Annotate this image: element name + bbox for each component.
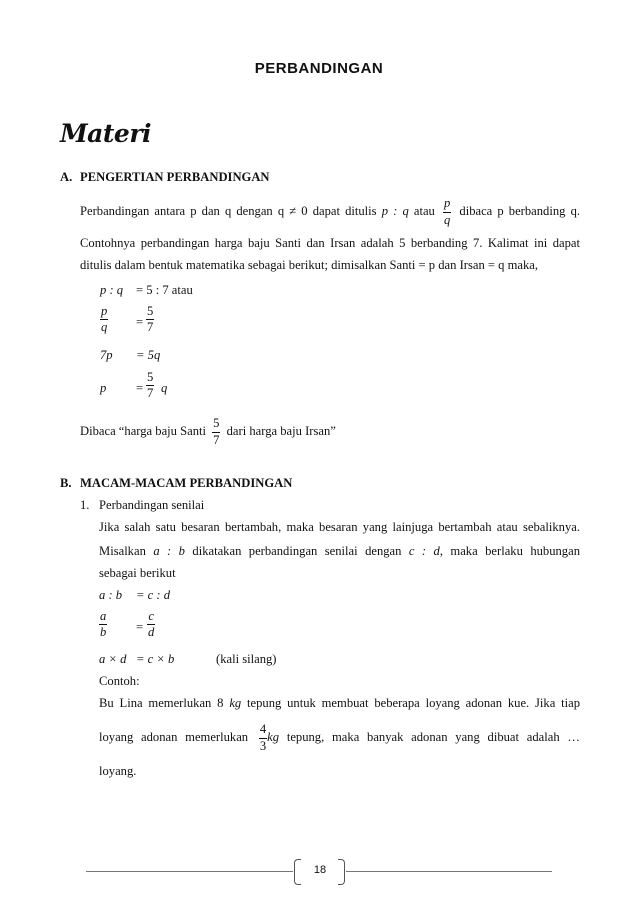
b-equation-row-3 xyxy=(99,652,399,672)
ex-line1-kg: kg xyxy=(229,696,242,710)
b-equation-row-2 xyxy=(99,610,299,646)
b-eq3-lhs: a × d xyxy=(99,652,127,666)
read-after: dari harga baju Irsan” xyxy=(226,424,336,438)
ex-frac-unit: kg xyxy=(267,730,280,744)
line2-c: , maka berlaku hubungan xyxy=(439,544,580,558)
read-den: 7 xyxy=(213,432,220,447)
ex-line1-a: Bu Lina memerlukan 8 xyxy=(99,696,224,710)
ex-line2-a: loyang adonan memerlukan xyxy=(99,730,249,744)
eq4-lhs: p xyxy=(100,381,107,395)
frac-den: q xyxy=(443,212,451,227)
section-a-title: PENGERTIAN PERBANDINGAN xyxy=(80,170,270,184)
ex-frac-den: 3 xyxy=(259,738,267,753)
eq4-num: 5 xyxy=(146,371,154,386)
fraction-p-q xyxy=(443,197,451,226)
page-number: 18 xyxy=(313,864,327,876)
eq2-equals: = xyxy=(136,315,144,329)
para1-after: dibaca p berbanding q. xyxy=(459,204,581,218)
b-eq2-lhs-num: a xyxy=(99,610,107,625)
section-b-heading xyxy=(60,476,620,494)
section-b-title: MACAM-MACAM PERBANDINGAN xyxy=(80,476,293,490)
eq2-rhs-frac xyxy=(146,305,154,334)
equation-row-4 xyxy=(100,371,300,407)
section-a-read-line xyxy=(80,413,336,449)
b-eq3-rhs: = c × b xyxy=(136,652,175,666)
eq3-lhs: 7p xyxy=(100,348,113,362)
line2-b: dikatakan perbandingan senilai dengan xyxy=(192,544,402,558)
item-1-header xyxy=(80,498,205,513)
item-1-title: Perbandingan senilai xyxy=(99,498,205,512)
example-line2 xyxy=(99,719,580,755)
b-eq2-rhs-frac xyxy=(147,610,155,639)
eq2-lhs-frac xyxy=(100,305,108,334)
eq1-rhs: = 5 : 7 atau xyxy=(136,283,193,297)
equation-row-3 xyxy=(100,348,300,368)
item-1-line3: sebagai berikut xyxy=(99,566,176,580)
footer-line-left xyxy=(86,871,293,872)
frac-num: p xyxy=(443,197,451,212)
para1-text: Perbandingan antara p dan q dengan q ≠ 0 dapat ditulis xyxy=(80,204,377,218)
eq3-rhs: = 5q xyxy=(136,348,161,362)
section-a-para2-line1: Contohnya perbandingan harga baju Santi dan Irsan adalah 5 berbanding 7. Kalimat ini dapat xyxy=(80,236,580,250)
b-equation-row-1 xyxy=(99,588,299,608)
ex-frac xyxy=(259,723,267,752)
read-num: 5 xyxy=(212,417,220,432)
read-before: Dibaca “harga baju Santi xyxy=(80,424,207,438)
eq1-lhs: p : q xyxy=(100,283,124,297)
ex-line2-b: tepung, maka banyak adonan yang dibuat adalah … xyxy=(286,730,580,744)
eq4-den: 7 xyxy=(147,386,154,401)
section-a-para2-line2: ditulis dalam bentuk matematika sebagai berikut; dimisalkan Santi = p dan Irsan = q maka, xyxy=(80,258,539,272)
eq4-var: q xyxy=(161,381,168,395)
ex-line1-b: tepung untuk membuat beberapa loyang adonan kue. Jika tiap xyxy=(247,696,580,710)
page-title: PERBANDINGAN xyxy=(254,60,384,77)
eq2-lhs-num: p xyxy=(100,305,108,320)
section-a-label: A. xyxy=(60,170,73,184)
b-eq2-lhs-den: b xyxy=(100,625,107,640)
b-eq3-note: (kali silang) xyxy=(216,652,277,666)
b-eq1-lhs: a : b xyxy=(99,588,123,602)
item-1-number: 1. xyxy=(80,498,90,512)
line2-math2: c : d xyxy=(408,544,440,558)
eq2-lhs-den: q xyxy=(101,320,108,335)
section-b-label: B. xyxy=(60,476,72,490)
line2-a: Misalkan xyxy=(99,544,146,558)
eq2-rhs-den: 7 xyxy=(147,320,154,335)
contoh-label: Contoh: xyxy=(99,674,140,688)
b-eq2-lhs-frac xyxy=(99,610,107,639)
example-line1 xyxy=(99,696,580,711)
footer-line-right xyxy=(346,871,552,872)
section-a-heading xyxy=(60,170,620,188)
line2-math1: a : b xyxy=(153,544,185,558)
b-eq2-rhs-num: c xyxy=(147,610,155,625)
example-line3: loyang. xyxy=(99,764,137,778)
item-1-line1: Jika salah satu besaran bertambah, maka besaran yang lainjuga bertambah atau sebaliknya. xyxy=(99,520,580,534)
section-a-para1 xyxy=(80,194,580,228)
read-frac xyxy=(212,417,220,446)
para1-atau: atau xyxy=(413,204,435,218)
equation-row-2 xyxy=(100,305,300,341)
ex-frac-num: 4 xyxy=(259,723,267,738)
eq4-frac xyxy=(146,371,154,400)
eq2-rhs-num: 5 xyxy=(146,305,154,320)
b-eq2-rhs-den: d xyxy=(148,625,155,640)
materi-heading: Materi xyxy=(60,119,151,148)
eq4-equals: = xyxy=(136,381,144,395)
item-1-line2 xyxy=(99,544,580,559)
b-eq2-equals: = xyxy=(136,620,144,634)
para1-math: p : q xyxy=(381,204,409,218)
b-eq1-rhs: = c : d xyxy=(136,588,171,602)
equation-row-1 xyxy=(100,283,300,303)
